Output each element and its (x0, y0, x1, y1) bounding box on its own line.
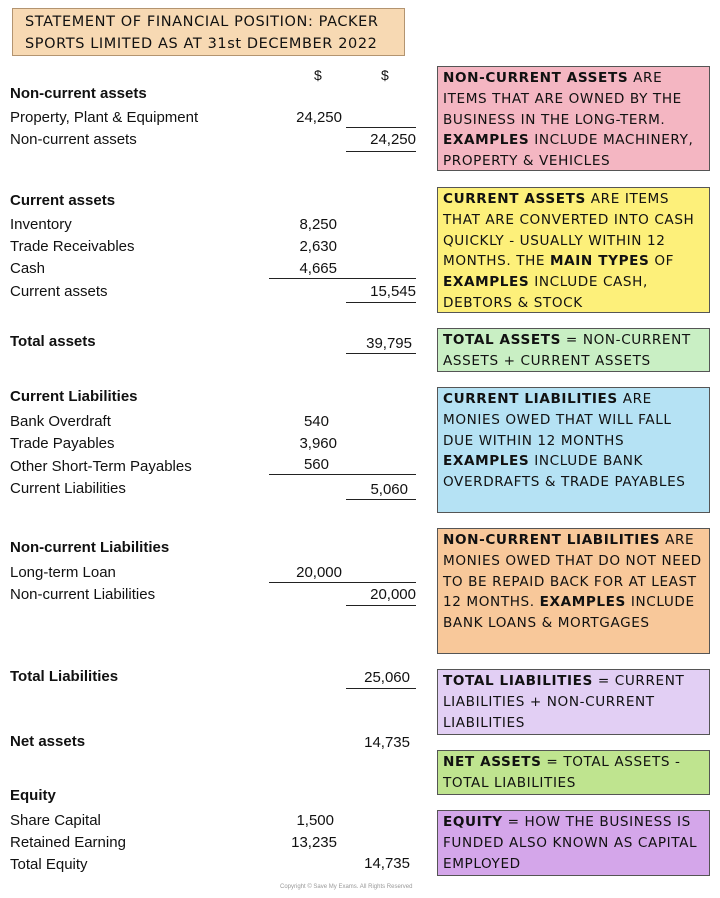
net-assets-value: 14,735 (364, 734, 410, 751)
total-assets-value: 39,795 (366, 335, 412, 352)
underline (346, 688, 416, 689)
note-current-liabilities (437, 387, 710, 513)
subtotal-label: Current Liabilities (10, 480, 126, 497)
line-item-value: 14,735 (364, 855, 410, 872)
line-item-label: Share Capital (10, 812, 101, 829)
line-item-value: 8,250 (299, 216, 337, 233)
note-keyword: NON-CURRENT LIABILITIES (443, 532, 661, 548)
underline (346, 499, 416, 500)
title-line-2: SPORTS LIMITED AS AT 31st DECEMBER 2022 (25, 36, 378, 52)
line-item-label: Long-term Loan (10, 564, 116, 581)
underline (346, 302, 416, 303)
column-header-2: $ (381, 67, 389, 83)
line-item-label: Trade Receivables (10, 238, 135, 255)
subtotal-value: 15,545 (370, 283, 416, 300)
note-current-assets (437, 187, 710, 313)
underline (346, 353, 416, 354)
note-non-current-liabilities (437, 528, 710, 654)
line-item-value: 3,960 (299, 435, 337, 452)
line-item-value: 540 (303, 413, 329, 430)
subtotal-value: 24,250 (370, 131, 416, 148)
underline (346, 151, 416, 152)
line-item-label: Other Short-Term Payables (10, 458, 192, 475)
note-keyword: EQUITY (443, 814, 503, 830)
note-keyword: CURRENT ASSETS (443, 191, 586, 207)
section-heading-cl: Current Liabilities (10, 388, 138, 405)
total-assets-label: Total assets (10, 333, 96, 350)
section-heading-ca: Current assets (10, 192, 116, 209)
note-text: OF (649, 253, 675, 270)
line-item-label: Property, Plant & Equipment (10, 109, 199, 126)
copyright-notice: Copyright © Save My Exams. All Rights Reserved (280, 884, 413, 890)
section-heading-ncl: Non-current Liabilities (10, 539, 170, 556)
note-non-current-assets (437, 66, 710, 171)
line-item-value: 2,630 (299, 238, 337, 255)
line-item-value: 560 (303, 456, 329, 473)
note-keyword: EXAMPLES (443, 453, 530, 470)
line-item-label: Cash (10, 260, 46, 277)
underline (269, 474, 416, 475)
note-text: INCLUDE BANK LOANS & MORTGAGES (443, 594, 695, 632)
note-text: = NON-CURRENT ASSETS + CURRENT ASSETS (443, 332, 691, 369)
note-keyword: TOTAL ASSETS (443, 332, 562, 348)
note-text: INCLUDE CASH, DEBTORS & STOCK (443, 274, 648, 311)
underline (346, 605, 416, 606)
note-total-liabilities (437, 669, 710, 735)
note-text: ARE ITEMS THAT ARE CONVERTED INTO CASH QUICKLY - USUALLY WITHIN 12 MONTHS. THE (443, 191, 695, 270)
note-text: INCLUDE MACHINERY, PROPERTY & VEHICLES (443, 132, 694, 170)
subtotal-value: 5,060 (370, 481, 408, 498)
subtotal-label: Current assets (10, 283, 108, 300)
line-item-value: 4,665 (299, 260, 337, 277)
note-text: INCLUDE BANK OVERDRAFTS & TRADE PAYABLES (443, 453, 686, 491)
line-item-label: Trade Payables (10, 435, 115, 452)
line-item-value: 24,250 (296, 109, 342, 126)
note-text: = HOW THE BUSINESS IS FUNDED ALSO KNOWN AS CAPITAL EMPLOYED (443, 814, 698, 872)
line-item-label: Bank Overdraft (10, 413, 111, 430)
section-heading-nca: Non-current assets (10, 85, 147, 102)
title-line-1: STATEMENT OF FINANCIAL POSITION: PACKER (25, 14, 379, 30)
line-item-value: 20,000 (296, 564, 342, 581)
line-item-value: 13,235 (291, 834, 337, 851)
line-item-value: 1,500 (296, 812, 334, 829)
underline (346, 127, 416, 128)
note-keyword: EXAMPLES (443, 132, 530, 149)
note-text: ARE MONIES OWED THAT DO NOT NEED TO BE REPAID BACK FOR AT LEAST 12 MONTHS. (443, 532, 702, 611)
column-header-1: $ (314, 67, 322, 83)
line-item-label: Retained Earning (10, 834, 126, 851)
note-text: ARE ITEMS THAT ARE OWNED BY THE BUSINESS IN THE LONG-TERM. (443, 70, 682, 128)
total-liabilities-label: Total Liabilities (10, 668, 119, 685)
note-keyword: TOTAL LIABILITIES (443, 673, 593, 689)
note-text: ARE MONIES OWED THAT WILL FALL DUE WITHIN 12 MONTHS (443, 391, 672, 449)
note-keyword: EXAMPLES (443, 274, 530, 291)
note-equity (437, 810, 710, 876)
statement-title (12, 8, 405, 56)
subtotal-value: 20,000 (370, 586, 416, 603)
note-keyword: NET ASSETS (443, 754, 542, 770)
line-item-label: Total Equity (10, 856, 88, 873)
note-text: = TOTAL ASSETS - TOTAL LIABILITIES (443, 754, 681, 791)
subtotal-label: Non-current Liabilities (10, 586, 156, 603)
section-heading-equity: Equity (10, 787, 56, 804)
note-total-assets (437, 328, 710, 372)
total-liabilities-value: 25,060 (364, 669, 410, 686)
underline (269, 278, 416, 279)
note-keyword: EXAMPLES (539, 594, 626, 611)
note-keyword: NON-CURRENT ASSETS (443, 70, 629, 86)
note-keyword: MAIN TYPES (550, 253, 650, 270)
underline (269, 582, 416, 583)
note-keyword: CURRENT LIABILITIES (443, 391, 618, 407)
note-text: = CURRENT LIABILITIES + NON-CURRENT LIABILITIES (443, 673, 685, 731)
line-item-label: Inventory (10, 216, 72, 233)
note-net-assets (437, 750, 710, 795)
subtotal-label: Non-current assets (10, 131, 137, 148)
net-assets-label: Net assets (10, 733, 86, 750)
